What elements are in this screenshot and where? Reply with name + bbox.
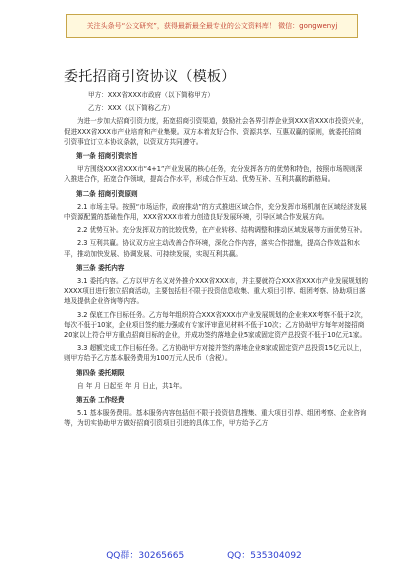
section-5-1: 5.1 基本服务费用。基本服务内容包括但不限于投资信息搜集、重大项目引荐、组团考察、企业咨询等，为切实协助甲方做好招商引资项目引进的具体工作，甲方给予乙方	[64, 409, 367, 428]
document-body	[64, 90, 368, 432]
section-2-3: 2.3 互利共赢。协议双方应主动改善合作环境，深化合作内容，落实合作措施，提高合作效益和水平，推动加快发展、协调发展、可持续发展，实现互利共赢。	[64, 239, 360, 258]
intro-paragraph: 为进一步加大招商引资力度，拓宽招商引资渠道，鼓励社会各界引荐企业到XXX省XXX市投资兴业，促进XXX省XXX市产业培育和产业集聚。双方本着友好合作、资源共享、互惠双赢的原则，就委托招商引资事宜订立本协议条款，以资双方共同遵守。	[64, 117, 368, 146]
page-footer	[0, 548, 408, 561]
section-4-title: 第四条 委托期限	[76, 368, 125, 377]
section-3-1: 3.1 委托内容。乙方以甲方名义对外推介XXX省XXX市，并主要就符合XXX省XXX市产业发展规划的XXXX项目进行独立招商活动，主要包括但不限于投资信息收集、重大项目引荐、组团考察、协助项目落地及提供企业咨询等内容。	[64, 277, 368, 306]
section-4-text: 自 年 月 日起至 年 月 日止，共1年。	[77, 381, 187, 390]
party-b-line: 乙方：XXX（以下简称乙方）	[88, 104, 175, 113]
promo-banner[interactable]: 关注头条号“公文研究”，获得最新最全最专业的公文资料库！ 微信：gongwenyj	[66, 14, 358, 38]
section-2-1: 2.1 市场主导。按照“市场运作，政府推动”的方式推进区域合作，充分发挥市场机制在区域经济发展中资源配置的基础性作用，XXX省XXX市着力创造良好发展环境，引导区域合作发展方向。	[64, 202, 367, 222]
section-3-3: 3.3 超额完成工作目标任务。乙方协助甲方对接并签约落地企业8家或固定资产总投资15亿元以上，则甲方给予乙方基本服务费用为100万元人民币（含税）。	[64, 344, 366, 363]
section-2-title: 第二条 招商引资原则	[76, 189, 138, 198]
qq-group-text: QQ群：30265665	[106, 551, 185, 561]
section-3-title: 第三条 委托内容	[76, 263, 125, 272]
qq-text: QQ：535304092	[227, 551, 302, 561]
party-a-line: 甲方：XXX省XXX市政府（以下简称甲方）	[88, 91, 215, 99]
section-1-title: 第一条 招商引资宗旨	[76, 152, 138, 161]
document-title: 委托招商引资协议（模板）	[64, 69, 236, 85]
section-3-2: 3.2 保底工作目标任务。乙方每年组织符合XXX省XXX市产业发展规划的企业来XX考察不低于2次，每次不低于10家，企业项目签约能力强或有专家评审意见材料不低于10次；乙方协助甲方每年对接招商20家以上符合甲方重点招商目标的企业，并成功签约落地企业5家或固定资产总投资不低于10亿元1家。	[64, 310, 368, 340]
section-1-text: 甲方围绕XXX省XXX市“4+1”产业发展的核心任务，充分发挥各方的优势和特色，按照市场规则深入推进合作，拓宽合作领域，提高合作水平，形成合作互动、优势互补、互利共赢的新格局。	[64, 165, 363, 184]
section-2-2: 2.2 优势互补。充分发挥双方的比较优势，在产业转移、结构调整和推动区域发展等方面优势互补。	[77, 226, 367, 235]
section-5-title: 第五条 工作经费	[76, 396, 125, 405]
